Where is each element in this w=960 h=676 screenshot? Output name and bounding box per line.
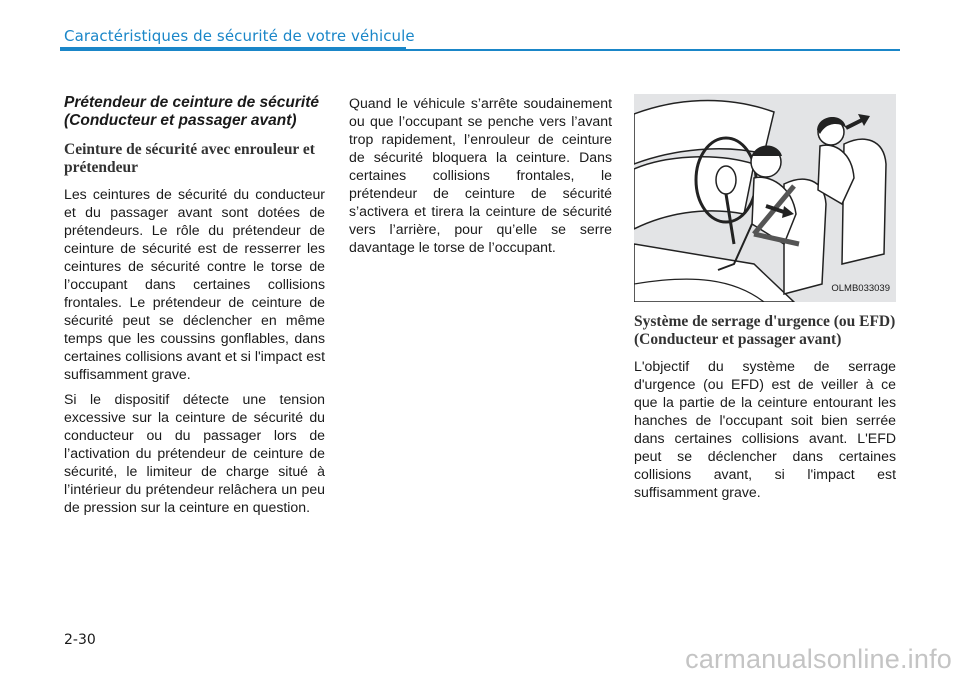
- paragraph: Quand le véhicule s’arrête soudainement ou que l’occupant se penche vers l’avant trop rapidement, l’enrouleur de ceinture de sécurité bloquera la ceinture. Dans certaines collisions frontales, le prétendeur de ceinture de sécurité s’activera et tirera la ceinture de sécurité vers l’arrière, pour qu’elle se serre davantage le torse de l’occupant.: [349, 95, 612, 255]
- watermark: carmanualsonline.info: [685, 644, 952, 674]
- paragraph: L'objectif du système de serrage d'urgence (ou EFD) est de veiller à ce que la partie de la ceinture entourant les hanches de l'occupant soit bien serrée dans certaines collisions avant. L'EFD peut se déclencher dans certaines collisions avant, si l'impact est suffisamment grave.: [634, 358, 896, 500]
- seatbelt-figure: [634, 94, 896, 302]
- figure-code: OLMB033039: [831, 283, 890, 294]
- page-number: 2-30: [64, 632, 96, 648]
- left-column: [64, 94, 325, 523]
- paragraph: Les ceintures de sécurité du conducteur et du passager avant sont dotées de prétendeurs. Le rôle du prétendeur de ceinture de sécurité est de resserrer les ceintures de sécurité contre le torse de l’occupant dans certaines collisions frontales. Le prétendeur de ceinture de sécurité peut se déclencher en même temps que les coussins gonflables, dans certaines collisions avant et si l'impact est suffisamment grave.: [64, 186, 325, 382]
- page-header-title: Caractéristiques de sécurité de votre véhicule: [64, 27, 415, 45]
- subheading-pretensioner: Ceinture de sécurité avec enrouleur et prétendeur: [64, 141, 315, 176]
- middle-column: [349, 94, 612, 263]
- seatbelt-pretensioner-illustration-icon: [634, 94, 896, 302]
- header-rule-thin: [406, 49, 900, 51]
- subheading-efd: Système de serrage d'urgence (ou EFD) (Conducteur et passager avant): [634, 313, 896, 348]
- header-rule-thick: [60, 47, 406, 51]
- paragraph: Si le dispositif détecte une tension excessive sur la ceinture de sécurité du conducteur ou du passager lors de l’activation du prétendeur de ceinture de sécurité, le limiteur de charge situé à l’intérieur du prétendeur relâchera un peu de pression sur la ceinture en question.: [64, 391, 325, 515]
- section-title: Prétendeur de ceinture de sécurité (Conducteur et passager avant): [64, 94, 319, 129]
- right-column: [634, 94, 896, 508]
